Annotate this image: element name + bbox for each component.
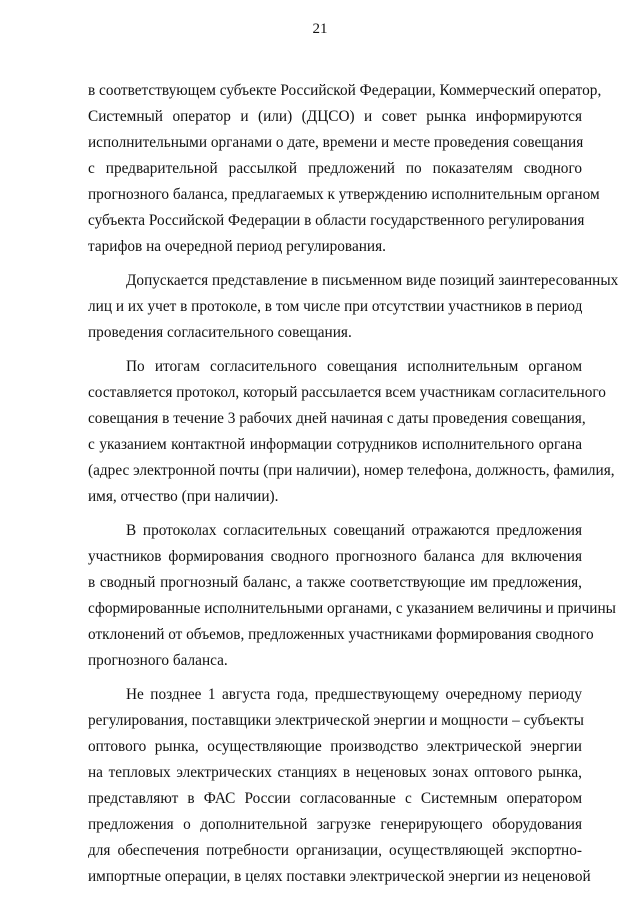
text-line: (адрес электронной почты (при наличии), номер телефона, должность, фамилия, xyxy=(88,462,615,479)
text-line: тарифов на очередной период регулирования. xyxy=(88,238,386,255)
text-line: представляют в ФАС России согласованные с Системным оператором xyxy=(88,790,582,807)
text-line: лиц и их учет в протоколе, в том числе при отсутствии участников в период xyxy=(88,298,583,315)
text-line: импортные операции, в целях поставки электрической энергии из неценовой xyxy=(88,868,591,885)
paragraph xyxy=(88,354,615,510)
text-line: В протоколах согласительных совещаний отражаются предложения xyxy=(126,522,582,539)
text-line: имя, отчество (при наличии). xyxy=(88,488,279,505)
text-line: проведения согласительного совещания. xyxy=(88,324,352,341)
text-line: в сводный прогнозный баланс, а также соответствующие им предложения, xyxy=(88,574,582,591)
paragraph xyxy=(88,682,591,890)
text-line: регулирования, поставщики электрической энергии и мощности – субъекты xyxy=(88,712,584,729)
text-line: составляется протокол, который рассылается всем участникам согласительного xyxy=(88,384,606,401)
text-line: с указанием контактной информации сотрудников исполнительного органа xyxy=(88,436,582,453)
text-line: прогнозного баланса. xyxy=(88,652,228,669)
paragraph xyxy=(88,268,619,346)
text-line: оптового рынка, осуществляющие производство электрической энергии xyxy=(88,738,582,755)
document-body xyxy=(88,78,619,890)
text-line: Допускается представление в письменном виде позиций заинтересованных xyxy=(126,272,619,289)
paragraph-gap xyxy=(88,674,582,682)
text-line: субъекта Российской Федерации в области государственного регулирования xyxy=(88,212,585,229)
text-line: для обеспечения потребности организации, осуществляющей экспортно- xyxy=(88,842,582,859)
text-line: совещания в течение 3 рабочих дней начиная с даты проведения совещания, xyxy=(88,410,586,427)
text-line: отклонений от объемов, предложенных участниками формирования сводного xyxy=(88,626,594,643)
text-line: исполнительными органами о дате, времени и месте проведения совещания xyxy=(88,134,584,151)
text-line: предложения о дополнительной загрузке генерирующего оборудования xyxy=(88,816,582,833)
paragraph-gap xyxy=(88,510,582,518)
text-line: По итогам согласительного совещания исполнительным органом xyxy=(126,358,582,375)
page-number: 21 xyxy=(312,21,328,37)
text-line: Системный оператор и (или) (ДЦСО) и совет рынка информируются xyxy=(88,108,582,125)
paragraph-gap xyxy=(88,346,582,354)
text-line: сформированные исполнительными органами, с указанием величины и причины xyxy=(88,600,616,617)
text-line: на тепловых электрических станциях в неценовых зонах оптового рынка, xyxy=(88,764,582,781)
text-line: с предварительной рассылкой предложений по показателям сводного xyxy=(88,160,582,177)
text-line: прогнозного баланса, предлагаемых к утверждению исполнительным органом xyxy=(88,186,600,203)
text-line: Не позднее 1 августа года, предшествующему очередному периоду xyxy=(126,686,582,703)
text-line: в соответствующем субъекте Российской Федерации, Коммерческий оператор, xyxy=(88,82,602,99)
paragraph xyxy=(88,78,602,260)
paragraph xyxy=(88,518,616,674)
paragraph-gap xyxy=(88,260,582,268)
text-line: участников формирования сводного прогнозного баланса для включения xyxy=(88,548,582,565)
